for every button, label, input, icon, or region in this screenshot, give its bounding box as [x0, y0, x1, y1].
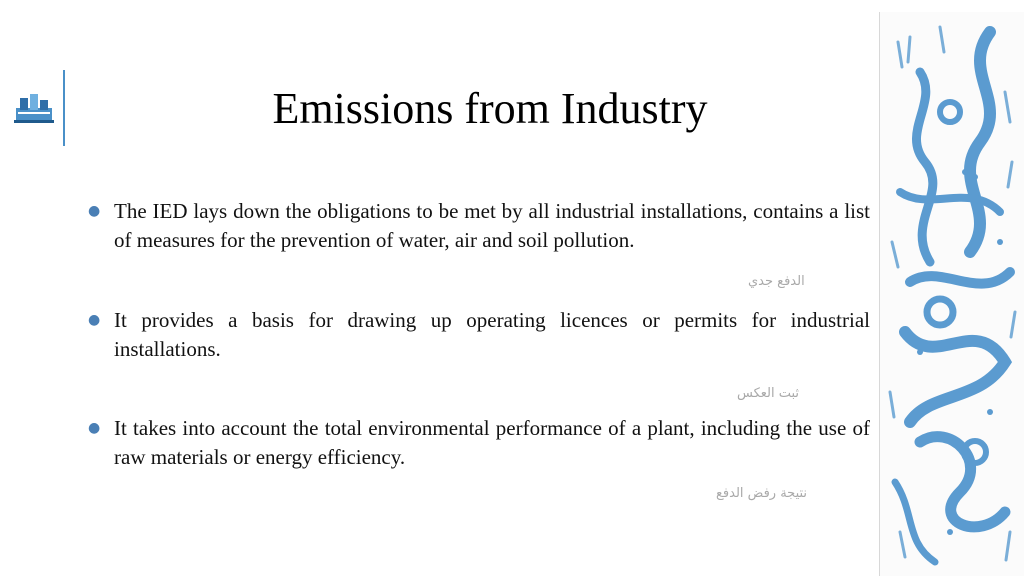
- bullet-text: It takes into account the total environmental performance of a plant, including the use of raw materials or energy efficiency.: [114, 416, 870, 469]
- arabic-annotation: نتيجة رفض الدفع: [716, 486, 808, 501]
- calligraphy-decoration-icon: [880, 12, 1024, 576]
- calligraphy-sidebar: [879, 12, 1024, 576]
- bullet-3: [88, 414, 870, 472]
- logo-divider: [63, 70, 65, 146]
- bullet-dot-icon: ●: [88, 312, 101, 328]
- bullet-dot-icon: ●: [88, 420, 101, 436]
- bullet-text: It provides a basis for drawing up operating licences or permits for industrial installations.: [114, 308, 870, 361]
- bullet-text: The IED lays down the obligations to be met by all industrial installations, contains a list of measures for the prevention of water, air and soil pollution.: [114, 199, 870, 252]
- slide-title: Emissions from Industry: [272, 84, 708, 133]
- bullet-2: [88, 306, 870, 364]
- logo-icon: [14, 90, 54, 124]
- bullet-dot-icon: ●: [88, 203, 101, 219]
- arabic-annotation: الدفع جدي: [748, 274, 805, 289]
- bullet-1: [88, 197, 870, 255]
- arabic-annotation: ثبت العكس: [737, 386, 800, 401]
